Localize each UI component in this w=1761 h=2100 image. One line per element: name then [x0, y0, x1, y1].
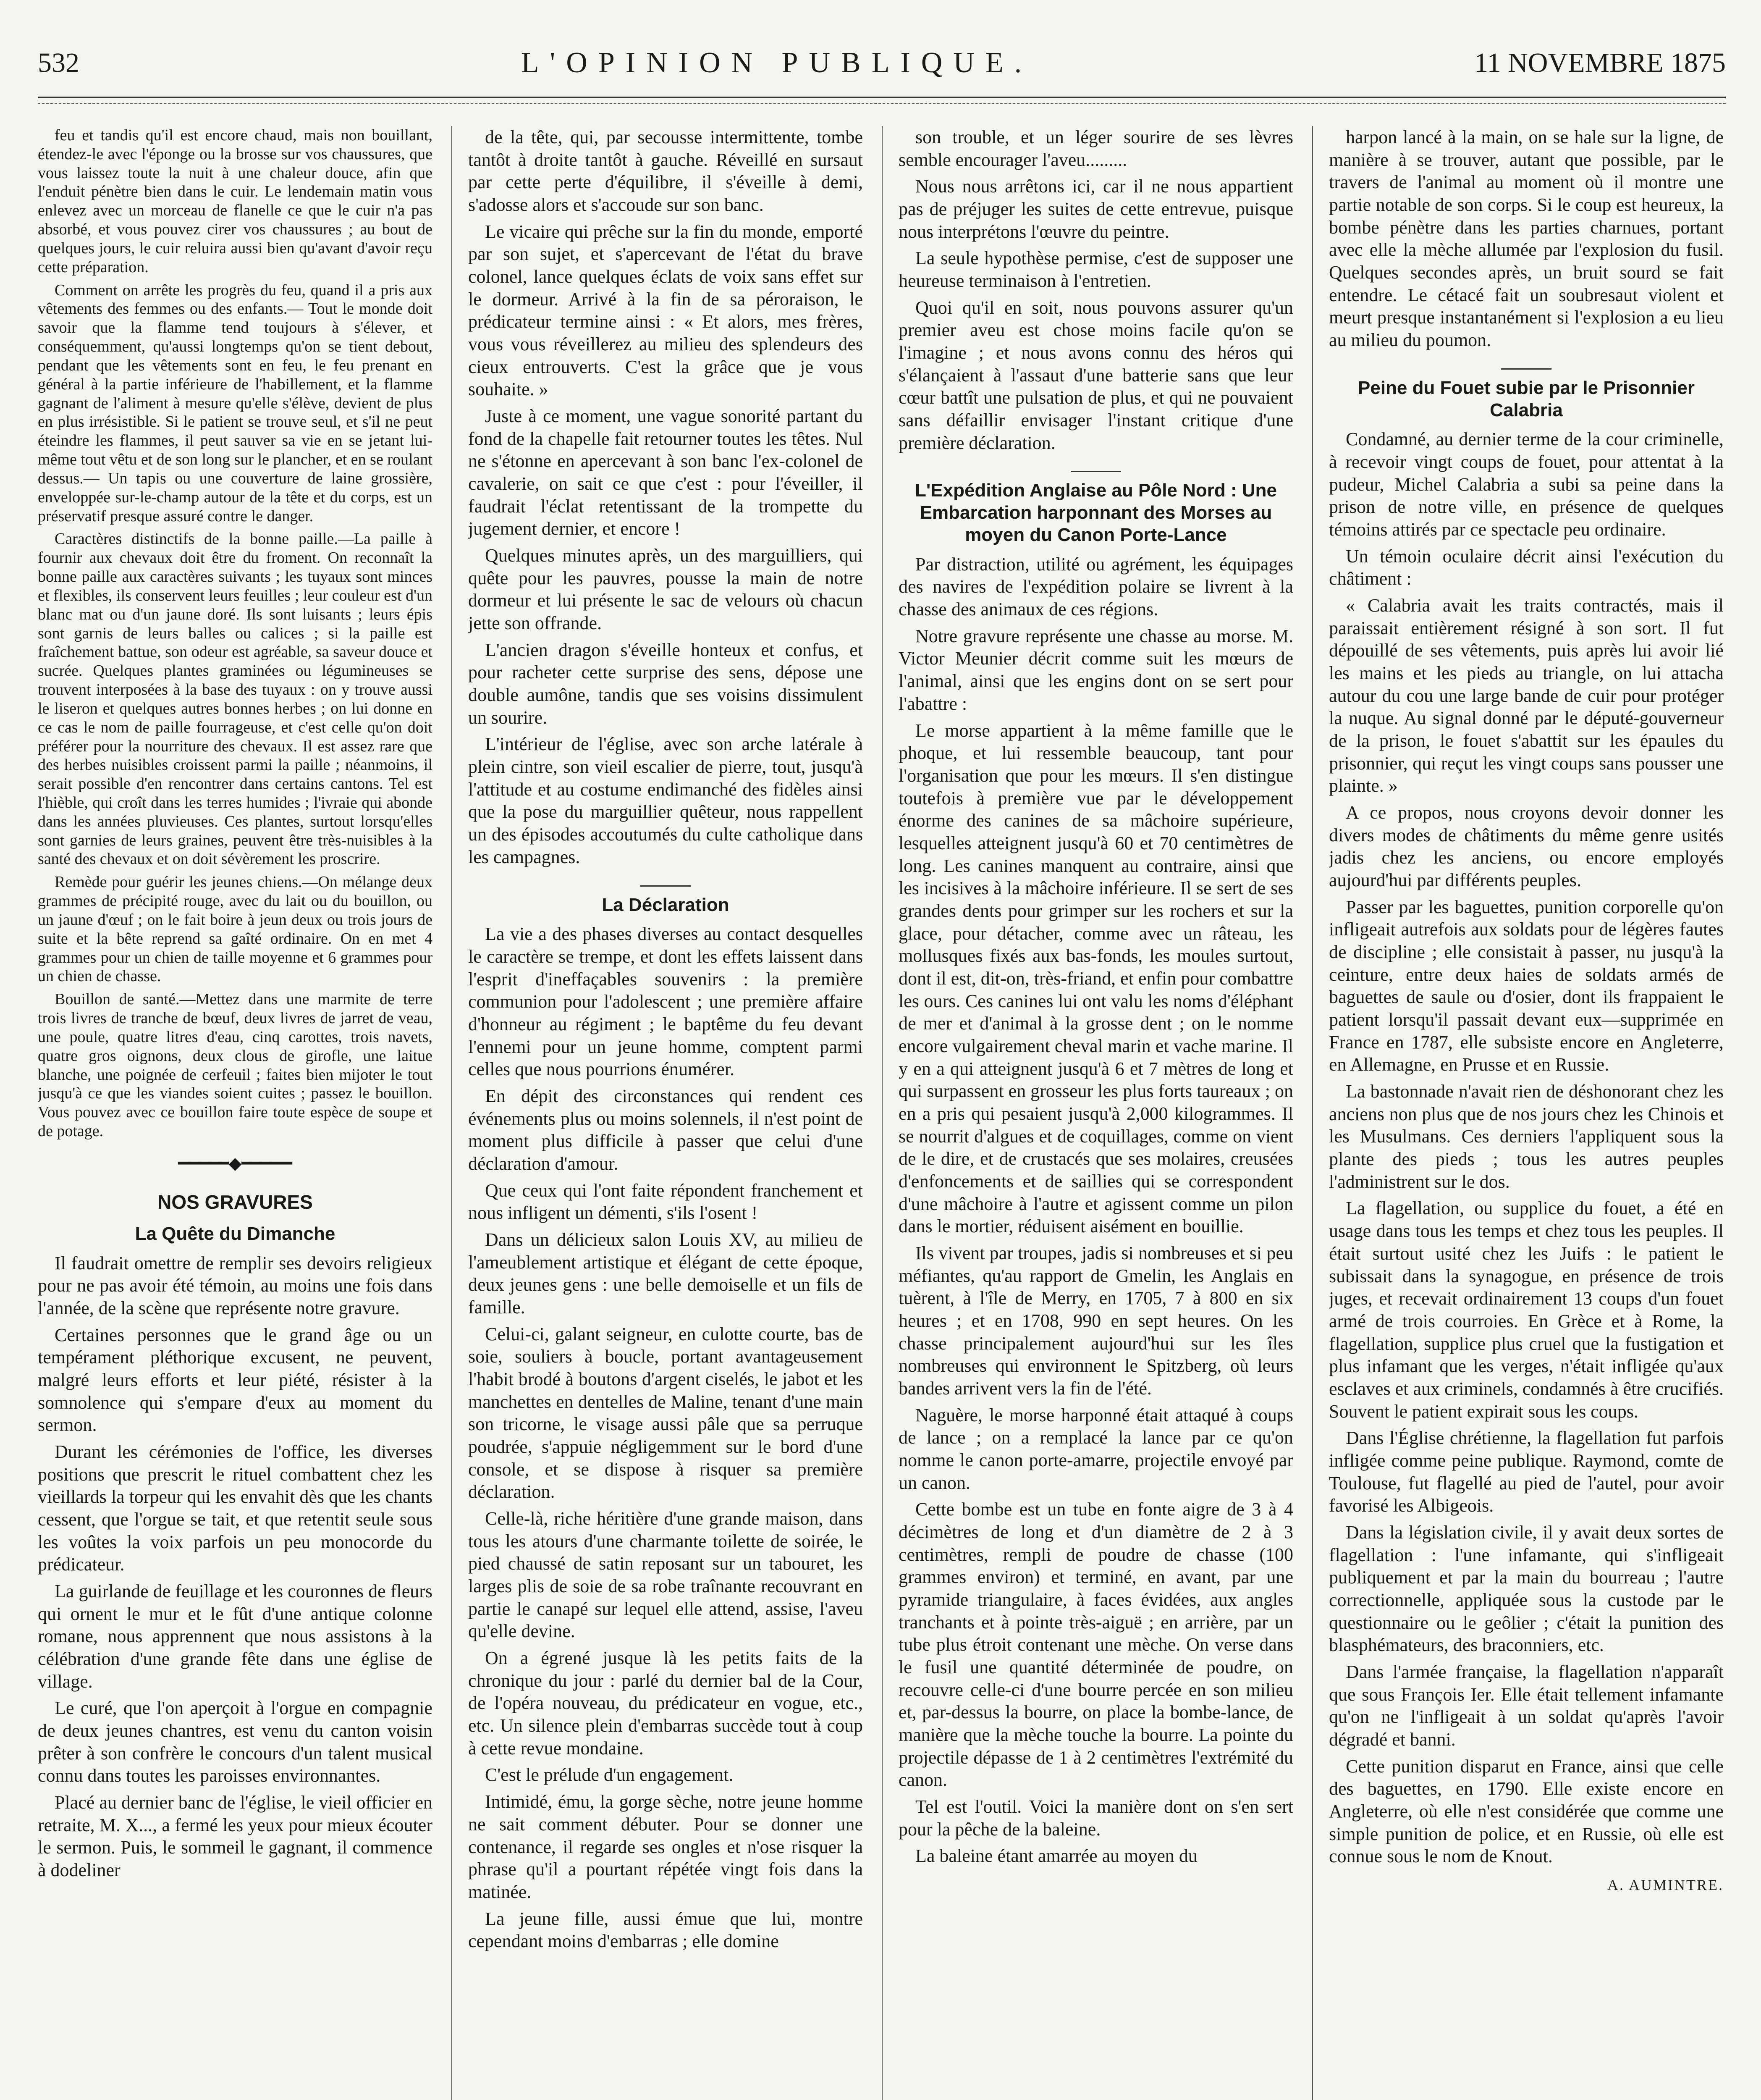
paragraph: Comment on arrête les progrès du feu, quand il a pris aux vêtements des femmes ou des enfants.— Tout le monde doit savoir que la flamme tend toujours à s'élever, et conséquemment, qu'aussi longtemps qu'on se tient debout, pendant que les vêtements sont en feu, le feu prenant en général à la partie inférieure de l'habillement, et la flamme gagnant de l'aliment à mesure qu'elle s'élève, devient de plus en plus irrésistible. Si le patient se trouve seul, et s'il ne peut éteindre les flammes, il peut sauver sa vie en se jetant lui-même tout vêtu et de son long sur le plancher, et en se roulant dessus.— Un tapis ou une couverture de laine grossière, enveloppée sur-le-champ autour de la tête et du corps, est un préservatif presque assuré contre le danger. [38, 281, 432, 525]
paragraph: feu et tandis qu'il est encore chaud, mais non bouillant, étendez-le avec l'éponge ou la brosse sur vos chaussures, que vous laissez toute la nuit à une chaleur douce, afin que l'enduit pénètre bien dans le cuir. Le lendemain matin vous enlevez avec un morceau de flanelle ce que le cuir n'a pas absorbé, et vous pouvez cirer vos chaussures ; au bout de quelques jours, le cuir reluira aussi bien qu'avant d'avoir reçu cette préparation. [38, 126, 432, 276]
paragraph: Celui-ci, galant seigneur, en culotte courte, bas de soie, souliers à boucle, portant avantageusement l'habit brodé à boutons d'argent ciselés, le jabot et les manchettes en dentelles de Maline, tenant d'une main son tricorne, le visage aussi pâle que sa perruque poudrée, s'appuie négligemment sur le bord d'une console, et se dispose à risquer sa première déclaration. [468, 1323, 863, 1502]
paragraph: Le morse appartient à la même famille que le phoque, et lui ressemble beaucoup, tant pour l'organisation que pour les mœurs. Il s'en distingue toutefois à première vue par le développement énorme des canines de sa mâchoire supérieure, lesquelles atteignent jusqu'à 60 et 70 centimètres de long. Les canines manquent au contraire, ainsi que les incisives à la mâchoire inférieure. Il se sert de ses grandes dents pour grimper sur les rochers et sur la glace, pour détacher, comme avec un râteau, les mollusques fixés aux bas-fonds, les moules surtout, dont il est, dit-on, très-friand, et enfin pour combattre les ours. Ces canines lui ont valu les noms d'éléphant de mer et d'animal à la grosse dent ; on le nomme encore vulgairement cheval marin et vache marine. Il y en a qui atteignent jusqu'à 6 et 7 mètres de long et qui surpassent en grosseur les plus forts taureaux ; on en a pris qui pesaient jusqu'à 2,000 kilogrammes. Il se nourrit d'algues et de coquillages, comme on vient de le dire, et de crustacés que ses molaires, creusées d'enfoncements et de saillies qui se correspondent d'une mâchoire à l'autre et agissent comme un pilon dans le mortier, réduisent aisément en bouillie. [899, 720, 1293, 1237]
paragraph: Certaines personnes que le grand âge ou un tempérament pléthorique excusent, ne peuvent, malgré leurs efforts et leur piété, résister à la somnolence qui s'empare d'eux au moment du sermon. [38, 1324, 432, 1436]
paragraph: Dans l'Église chrétienne, la flagellation fut parfois infligée comme peine publique. Raymond, comte de Toulouse, fut flagellé au pied de l'autel, pour avoir favorisé les Albigeois. [1329, 1428, 1724, 1516]
issue-date: 11 NOVEMBRE 1875 [1474, 47, 1726, 78]
paragraph: Bouillon de santé.—Mettez dans une marmite de terre trois livres de tranche de bœuf, deux livres de jarret de veau, une poule, quatre litres d'eau, cinq carottes, trois navets, quatre gros oignons, deux clous de girofle, une laitue blanche, une poignée de cerfeuil ; faites bien mijoter le tout jusqu'à ce que les viandes soient cuites ; passez le bouillon. Vous pouvez avec ce bouillon faire toute espèce de soupe et de potage. [38, 990, 432, 1140]
paragraph: de la tête, qui, par secousse intermittente, tombe tantôt à droite tantôt à gauche. Réveillé en sursaut par cette perte d'équilibre, il s'éveille à demi, s'adosse alors et s'accoude sur son banc. [468, 127, 863, 215]
paragraph: Quelques minutes après, un des marguilliers, qui quête pour les pauvres, pousse la main de notre dormeur et lui présente le sac de velours où chacun jette son offrande. [468, 545, 863, 634]
column-divider [451, 126, 452, 2100]
paragraph: Celle-là, riche héritière d'une grande maison, dans tous les atours d'une charmante toilette de soirée, le pied chaussé de satin reposant sur un tabouret, les larges plis de soie de sa robe traînante recouvrant en partie le canapé sur lequel elle attend, assise, l'aveu qu'elle devine. [468, 1508, 863, 1642]
paragraph: Ils vivent par troupes, jadis si nombreuses et si peu méfiantes, qu'au rapport de Gmelin, les Anglais en tuèrent, à l'île de Merry, en 1705, 7 à 800 en six heures ; et en 1708, 990 en sept heures. On les chasse principalement aujourd'hui sur les îles nombreuses qui environnent le Spitzberg, où leurs bandes arrivent vers la fin de l'été. [899, 1242, 1293, 1399]
paragraph: son trouble, et un léger sourire de ses lèvres semble encourager l'aveu......... [899, 127, 1293, 170]
article-title: La Déclaration [602, 894, 729, 915]
paragraph: La vie a des phases diverses au contact desquelles le caractère se trempe, et dont les effets laissent dans l'esprit d'ineffaçables souvenirs : la première communion pour l'adolescent ; une première affaire d'honneur au régiment ; le baptême du feu devant l'ennemi pour un jeune homme, comptent parmi celles que nous pourrions énumérer. [468, 924, 863, 1080]
paragraph: Quoi qu'il en soit, nous pouvons assurer qu'un premier aveu est chose moins facile qu'on se l'imagine ; et nous avons connu des héros qui s'élançaient à l'assaut d'une batterie sans que leur cœur battît une pulsation de plus, et qui ne pouvaient sans défaillir envisager l'instant critique d'une première déclaration. [899, 297, 1293, 453]
section-title: NOS GRAVURES [157, 1191, 313, 1213]
paragraph: L'ancien dragon s'éveille honteux et confus, et pour racheter cette surprise des sens, dépose une double aumône, tandis que ses voisins dissimulent un sourire. [468, 639, 863, 728]
paragraph: Que ceux qui l'ont faite répondent franchement et nous infligent un démenti, s'ils l'osent ! [468, 1180, 863, 1223]
paragraph: L'intérieur de l'église, avec son arche latérale à plein cintre, son vieil escalier de pierre, tout, jusqu'à l'attitude et au costume endimanché des fidèles ainsi que la pose du marguillier quêteur, nous rappellent un des épisodes accoutumés du culte catholique dans les campagnes. [468, 734, 863, 867]
columns [38, 126, 1726, 2100]
column-divider [1312, 126, 1313, 2100]
page-number: 532 [38, 47, 79, 78]
paragraph: Juste à ce moment, une vague sonorité partant du fond de la chapelle fait retourner toutes les têtes. Nul ne s'étonne en apercevant à son banc l'ex-colonel de cavalerie, on sait ce que c'est : pour l'éveiller, il faudrait l'éclat retentissant de la trompette du jugement dernier, et encore ! [468, 406, 863, 539]
paragraph: La baleine étant amarrée au moyen du [915, 1845, 1198, 1866]
paragraph: Placé au dernier banc de l'église, le vieil officier en retraite, M. X..., a fermé les yeux pour mieux écouter le sermon. Puis, le sommeil le gagnant, il commence à dodeliner [38, 1792, 432, 1881]
column-4 [1329, 126, 1724, 2100]
paragraph: Dans la législation civile, il y avait deux sortes de flagellation : l'une infamante, qui s'infligeait publiquement et par la main du bourreau ; l'autre correctionnelle, appliquée sous la custode par le questionnaire ou le geôlier ; c'était la punition des blasphémateurs, des braconniers, etc. [1329, 1522, 1724, 1656]
column-divider [882, 126, 883, 2100]
newspaper-title: L'OPINION PUBLIQUE. [521, 47, 1033, 79]
short-rule [640, 885, 691, 887]
column-2 [468, 126, 863, 2100]
paragraph: Naguère, le morse harponné était attaqué à coups de lance ; on a remplacé la lance par ce qu'on nomme le canon porte-amarre, projectile envoyé par un canon. [899, 1404, 1293, 1493]
article-title: L'Expédition Anglaise au Pôle Nord : Une Embarcation harponnant des Morses au moyen du Canon Porte-Lance [915, 480, 1277, 545]
column-3 [899, 126, 1293, 2100]
paragraph: On a égrené jusque là les petits faits de la chronique du jour : parlé du dernier bal de la Cour, de l'opéra nouveau, du prédicateur en vogue, etc., etc. Un silence plein d'embarras succède tout à coup à cette revue mondaine. [468, 1648, 863, 1759]
paragraph: Caractères distinctifs de la bonne paille.—La paille à fournir aux chevaux doit être du froment. On reconnaît la bonne paille aux caractères suivants ; les tuyaux sont minces et flexibles, ils conservent leurs feuilles ; leur couleur est d'un blanc mat ou d'un jaune doré. Ils sont luisants ; leurs épis sont garnis de leurs balles ou calices ; si la paille est fraîchement battue, son odeur est agréable, sa saveur douce et sucrée. Quelques plantes graminées ou légumineuses se trouvent interposées à la base des tuyaux : on y trouve aussi le liseron et quelques autres bonnes herbes ; on lui donne en ce cas le nom de paille fourrageuse, et c'est celle qu'on doit préférer pour la nourriture des chevaux. Il est assez rare que des herbes nuisibles croissent parmi la paille ; néanmoins, il serait possible d'en rencontrer dans certains cantons. Tel est l'hièble, qui croît dans les terres humides ; l'ivraie qui abonde dans les années pluvieuses. Ces plantes, surtout lorsqu'elles sont garnies de leurs graines, peuvent être très-nuisibles à la santé des chevaux et on doit sévèrement les proscrire. [38, 530, 432, 868]
paragraph: Dans l'armée française, la flagellation n'apparaît que sous François Ier. Elle était tellement infamante qu'on ne l'infligeait à un soldat qu'après l'avoir dégradé et banni. [1329, 1661, 1724, 1750]
paragraph: Remède pour guérir les jeunes chiens.—On mélange deux grammes de précipité rouge, avec du lait ou du bouillon, ou un jaune d'œuf ; on le fait boire à jeun deux ou trois jours de suite et la bête reprend sa gaîté ordinaire. On en met 4 grammes pour un chien de taille moyenne et 6 grammes pour un chien de chasse. [38, 873, 432, 985]
paragraph: Un témoin oculaire décrit ainsi l'exécution du châtiment : [1329, 546, 1724, 589]
paragraph: C'est le prélude d'un engagement. [485, 1764, 734, 1785]
paragraph: « Calabria avait les traits contractés, mais il paraissait entièrement résigné à son sort. Il fut dépouillé de ses vêtements, puis après lui avoir lié les mains et les pieds au triangle, on lui attacha autour du cou une large bande de cuir pour protéger la nuque. Au signal donné par le député-gouverneur de la prison, le fouet s'abattit sur les épaules du prisonnier, qui reçut les vingt coups sans pousser une plainte. » [1329, 595, 1724, 796]
paragraph: Passer par les baguettes, punition corporelle qu'on infligeait autrefois aux soldats pour de légères fautes de discipline ; elle consistait à passer, nu jusqu'à la ceinture, entre deux haies de soldats armés de baguettes de saule ou d'osier, dont ils frappaient le patient lorsqu'il passait devant eux—supprimée en France en 1787, elle subsiste encore en Angleterre, en Allemagne, en Prusse et en Russie. [1329, 896, 1724, 1075]
paragraph: Condamné, au dernier terme de la cour criminelle, à recevoir vingt coups de fouet, pour attentat à la pudeur, Michel Calabria a subi sa peine dans la prison de notre ville, en présence de quelques témoins attirés par ce spectacle peu ordinaire. [1329, 429, 1724, 540]
paragraph: Cette punition disparut en France, ainsi que celle des baguettes, en 1790. Elle existe encore en Angleterre, où elle n'est considérée que comme une simple punition de police, et en Russie, où elle est connue sous le nom de Knout. [1329, 1756, 1724, 1867]
paragraph: Notre gravure représente une chasse au morse. M. Victor Meunier décrit comme suit les mœurs de l'animal, ainsi que les engins dont on se sert pour l'abattre : [899, 625, 1293, 714]
paragraph: Le vicaire qui prêche sur la fin du monde, emporté par son sujet, et s'apercevant de l'état du brave colonel, lance quelques éclats de voix sans effet sur le dormeur. Arrivé à la fin de sa péroraison, le prédicateur termine ainsi : « Et alors, mes frères, vous vous réveillerez au milieu des splendeurs des cieux entrouverts. C'est la grâce que je vous souhaite. » [468, 221, 863, 400]
header-rule-dashed [38, 103, 1726, 104]
header-rule [38, 97, 1726, 98]
column-1 [38, 126, 432, 2100]
paragraph: La seule hypothèse permise, c'est de supposer une heureuse terminaison à l'entretien. [899, 248, 1293, 291]
paragraph: La bastonnade n'avait rien de déshonorant chez les anciens non plus que de nos jours chez les Chinois et les Musulmans. Ces derniers l'appliquent sous la plante des pieds ; tous les autres peuples l'administrent sur le dos. [1329, 1081, 1724, 1192]
article-title: La Quête du Dimanche [135, 1223, 335, 1244]
household-tips [38, 126, 432, 1141]
paragraph: Cette bombe est un tube en fonte aigre de 3 à 4 décimètres de long et d'un diamètre de 2 à 3 centimètres, rempli de poudre de chasse (100 grammes environ) et terminé, en avant, par une pyramide triangulaire, à faces évidées, aux angles tranchants et à pointe très-aiguë ; en arrière, par un tube plus étroit contenant une mèche. On verse dans le fusil une quantité déterminée de poudre, on recouvre celle-ci d'une bourre percée en son milieu et, par-dessus la bourre, on place la bombe-lance, de manière que la mèche touche la bourre. La pointe du projectile dépasse de 1 à 2 centimètres l'extrémité du canon. [899, 1499, 1293, 1790]
short-rule [1071, 471, 1121, 472]
paragraph: La jeune fille, aussi émue que lui, montre cependant moins d'embarras ; elle domine [468, 1908, 863, 1952]
paragraph: A ce propos, nous croyons devoir donner les divers modes de châtiments du même genre usités jadis chez les anciens, ou encore employés aujourd'hui par différents peuples. [1329, 802, 1724, 891]
paragraph: Nous nous arrêtons ici, car il ne nous appartient pas de préjuger les suites de cette entrevue, puisque nous interprétons l'œuvre du peintre. [899, 176, 1293, 242]
paragraph: Intimidé, ému, la gorge sèche, notre jeune homme ne sait comment débuter. Pour se donner une contenance, il regarde ses ongles et n'ose risquer la phrase qu'il a pourtant répétée vingt fois dans la matinée. [468, 1791, 863, 1902]
short-rule [1501, 368, 1551, 370]
paragraph: Dans un délicieux salon Louis XV, au milieu de l'ameublement artistique et élégant de cette époque, deux jeunes gens : une belle demoiselle et un fils de famille. [468, 1229, 863, 1318]
paragraph: Il faudrait omettre de remplir ses devoirs religieux pour ne pas avoir été témoin, au moins une fois dans l'année, de la scène que représente notre gravure. [38, 1252, 432, 1319]
masthead [38, 38, 1726, 88]
paragraph: Tel est l'outil. Voici la manière dont on s'en sert pour la pêche de la baleine. [899, 1796, 1293, 1840]
paragraph: La guirlande de feuillage et les couronnes de fleurs qui ornent le mur et le fût d'une antique colonne romane, nous apprennent que nous assistons à la célébration d'une grande fête dans une église de village. [38, 1581, 432, 1692]
paragraph: harpon lancé à la main, on se hale sur la ligne, de manière à se trouver, autant que possible, par le travers de l'animal au moment où il montre une partie notable de son corps. Si le coup est heureux, la bombe pénètre dans les parties charnues, portant avec elle la mèche allumée par l'explosion du fusil. Quelques secondes après, un bruit sourd se fait entendre. Le cétacé fait un soubresaut violent et meurt presque instantanément si l'explosion a eu lieu au milieu du poumon. [1329, 127, 1724, 351]
ornament-divider: ━━━━━◆━━━━━ [178, 1153, 292, 1173]
paragraph: En dépit des circonstances qui rendent ces événements plus ou moins solennels, il n'est point de moment plus difficile à passer que celui d'une déclaration d'amour. [468, 1086, 863, 1174]
paragraph: Par distraction, utilité ou agrément, les équipages des navires de l'expédition polaire se livrent à la chasse des animaux de ces régions. [899, 554, 1293, 620]
author-signature: A. AUMINTRE. [1607, 1876, 1724, 1893]
article-title: Peine du Fouet subie par le Prisonnier Calabria [1358, 377, 1695, 420]
paragraph: Durant les cérémonies de l'office, les diverses positions que prescrit le rituel combattent chez les vieillards la torpeur qui les envahit dès que les chants cessent, que l'orgue se tait, et que retentit seule sous les voûtes la voix parfois un peu monocorde du prédicateur. [38, 1441, 432, 1575]
paragraph: Le curé, que l'on aperçoit à l'orgue en compagnie de deux jeunes chantres, est venu du canton voisin prêter à son confrère le concours d'un talent musical connu dans toutes les paroisses environnantes. [38, 1698, 432, 1786]
paragraph: La flagellation, ou supplice du fouet, a été en usage dans tous les temps et chez tous les peuples. Il était surtout usité chez les Juifs : le patient le subissait dans la synagogue, en présence de trois juges, et recevait ordinairement 13 coups d'un fouet armé de trois courroies. En Grèce et à Rome, la flagellation, supplice plus cruel que la fustigation et plus infamant que les verges, n'était infligée qu'aux esclaves et aux criminels, condamnés à être crucifiés. Souvent le patient expirait sous les coups. [1329, 1198, 1724, 1422]
